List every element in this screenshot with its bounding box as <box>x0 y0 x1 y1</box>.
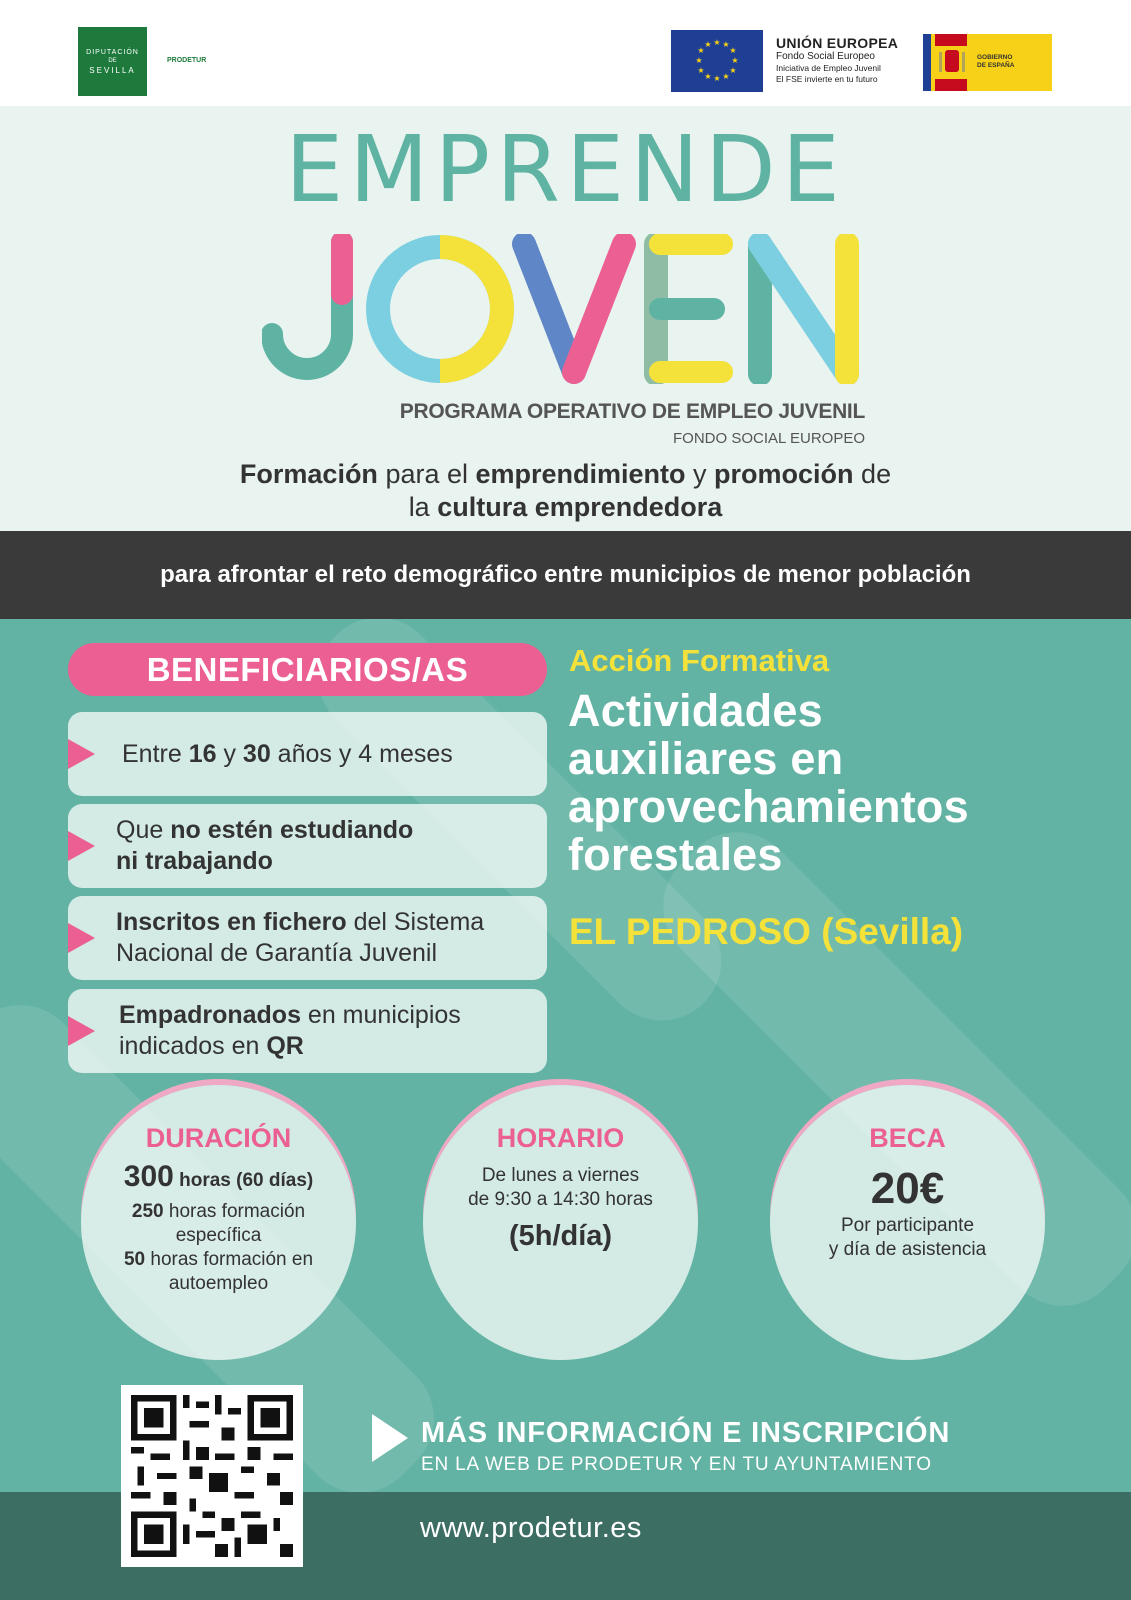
cultura-emprendedora-word: cultura emprendedora <box>437 492 723 522</box>
beneficiario-item <box>68 804 547 888</box>
horario-circle <box>423 1085 698 1360</box>
duracion-circle <box>81 1085 356 1360</box>
beneficiario-item-text: Entre 16 y 30 años y 4 meses <box>122 739 453 768</box>
horario-big: (5h/día) <box>508 1220 613 1252</box>
beneficiario-item-text: Inscritos en fichero del Sistema Nacional de Garantía Juvenil <box>116 908 485 967</box>
accion-title-line: Actividades <box>568 685 823 736</box>
beca-detail: Por participante y día de asistencia <box>828 1215 987 1260</box>
gobierno-line2: DE ESPAÑA <box>977 62 1015 69</box>
horario-detail: De lunes a viernes de 9:30 a 14:30 horas <box>468 1165 653 1210</box>
beneficiario-item <box>68 896 547 980</box>
gobierno-text <box>971 34 1014 91</box>
duracion-big: 300 horas (60 días) <box>123 1160 314 1193</box>
eu-text-block <box>776 35 898 85</box>
svg-text:★: ★ <box>697 46 705 55</box>
eu-line3: El FSE invierte en tu futuro <box>776 74 878 84</box>
svg-text:★: ★ <box>704 40 712 49</box>
beneficiario-item <box>68 712 547 796</box>
svg-text:★: ★ <box>729 46 737 55</box>
svg-text:★: ★ <box>713 74 721 83</box>
beca-title: BECA <box>869 1123 946 1153</box>
qr-code[interactable] <box>121 1385 303 1567</box>
beneficiario-item-text: Que no estén estudiando ni trabajando <box>116 816 414 875</box>
promocion-word: promoción <box>714 459 854 489</box>
horario-title: HORARIO <box>496 1123 625 1153</box>
svg-text:★: ★ <box>697 66 705 75</box>
eu-title: UNIÓN EUROPEA <box>776 35 899 51</box>
accion-formativa-label: Acción Formativa <box>569 643 830 678</box>
beneficiarios-title: BENEFICIARIOS/AS <box>68 643 547 696</box>
formacion-connector: la <box>408 492 438 522</box>
accion-title-line: auxiliares en <box>568 733 844 784</box>
formacion-connector: y <box>685 459 715 489</box>
emprendimiento-word: emprendimiento <box>475 459 686 489</box>
logo-text-de: DE <box>108 57 117 64</box>
mas-informacion-title: MÁS INFORMACIÓN E INSCRIPCIÓN <box>421 1417 951 1449</box>
logo-text-sevilla: SEVILLA <box>89 65 136 75</box>
title-joven <box>262 234 868 384</box>
beca-circle <box>770 1085 1045 1360</box>
programa-text: PROGRAMA OPERATIVO DE EMPLEO JUVENIL <box>399 400 865 423</box>
accion-title-line: forestales <box>568 829 783 880</box>
website-link[interactable]: www.prodetur.es <box>420 1512 642 1544</box>
svg-text:★: ★ <box>713 38 721 47</box>
fondo-text: FONDO SOCIAL EUROPEO <box>673 430 865 447</box>
title-area <box>0 106 1131 531</box>
title-emprende: EMPRENDE <box>285 116 846 223</box>
svg-text:★: ★ <box>695 56 703 65</box>
triangle-bullet-icon <box>68 831 95 861</box>
gobierno-espana-logo <box>923 34 1052 91</box>
formacion-connector: para el <box>377 459 476 489</box>
main-content <box>0 619 1131 1600</box>
beneficiario-item-text: Empadronados en municipios indicados en QR <box>119 1001 461 1060</box>
spain-coat-of-arms-icon <box>931 34 971 91</box>
mas-informacion-subtitle: EN LA WEB DE PRODETUR Y EN TU AYUNTAMIENTO <box>421 1454 932 1475</box>
beca-amount: 20€ <box>870 1164 945 1213</box>
play-arrow-icon <box>372 1414 408 1462</box>
header <box>0 0 1131 106</box>
diputacion-sevilla-logo <box>78 27 147 96</box>
formacion-connector: de <box>853 459 892 489</box>
qr-code-icon <box>131 1395 293 1557</box>
accion-title-line: aprovechamientos <box>568 781 969 832</box>
svg-text:★: ★ <box>731 56 739 65</box>
svg-text:★: ★ <box>722 72 730 81</box>
duracion-detail: 250 horas formación específica 50 horas formación en autoempleo <box>123 1201 314 1294</box>
eu-line2: Iniciativa de Empleo Juvenil <box>776 63 881 73</box>
spain-stripe <box>923 34 931 91</box>
logo-text-diputacion: DIPUTACIÓN <box>86 48 139 56</box>
triangle-bullet-icon <box>68 739 95 769</box>
eu-flag-icon <box>671 30 763 92</box>
eu-line1: Fondo Social Europeo <box>776 51 875 62</box>
svg-text:★: ★ <box>704 72 712 81</box>
svg-text:★: ★ <box>722 40 730 49</box>
beneficiario-item <box>68 989 547 1073</box>
triangle-bullet-icon <box>68 923 95 953</box>
svg-text:★: ★ <box>729 66 737 75</box>
formacion-text <box>0 458 1131 524</box>
accion-title <box>568 687 969 879</box>
prodetur-label: PRODETUR <box>167 57 207 64</box>
location-text: EL PEDROSO (Sevilla) <box>569 911 964 952</box>
duracion-title: DURACIÓN <box>145 1123 292 1153</box>
gobierno-line1: GOBIERNO <box>977 54 1013 61</box>
triangle-bullet-icon <box>68 1016 95 1046</box>
reto-demografico-band: para afrontar el reto demográfico entre municipios de menor población <box>0 531 1131 619</box>
formacion-word: Formación <box>239 459 378 489</box>
